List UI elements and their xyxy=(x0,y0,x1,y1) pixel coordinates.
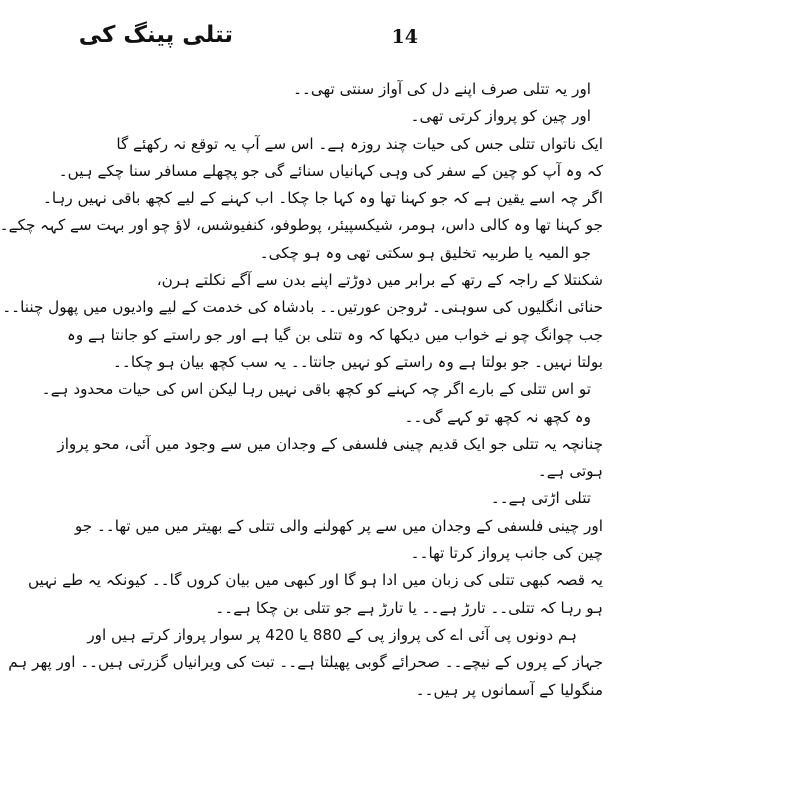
page-number: 14 xyxy=(391,26,418,48)
running-title: تتلی پینگ کی xyxy=(78,22,233,48)
text-line: چنانچہ یہ تتلی جو ایک قدیم چینی فلسفی کے وجدان میں سے وجود میں آئی، محو پرواز xyxy=(57,434,603,453)
text-line: جو المیہ یا طربیہ تخلیق ہو سکتی تھی وہ ہو چکی۔ xyxy=(259,243,591,262)
text-line: جو کہنا تھا وہ کالی داس، ہومر، شیکسپیئر، پوطوفو، کنفیوشس، لاؤ چو اور بہت سے کہہ چکے۔ xyxy=(0,216,603,235)
text-line: کہ وہ آپ کو چین کے سفر کی وہی کہانیاں سنائے گی جو پچھلے مسافر سنا چکے ہیں۔ xyxy=(58,161,603,180)
text-line: حنائی انگلیوں کی سوہنی۔ ٹروجن عورتیں۔۔ بادشاہ کی خدمت کے لیے وادیوں میں پھول چننا۔۔ xyxy=(2,298,603,317)
text-line: ایک ناتواں تتلی جس کی حیات چند روزہ ہے۔ اس سے آپ یہ توقع نہ رکھئے گا xyxy=(116,134,603,153)
text-line: شکنتلا کے راجہ کے رتھ کے برابر میں دوڑتے اپنے بدن سے آگے نکلتے ہرن، xyxy=(156,271,603,290)
text-line: اور چین کو پرواز کرتی تھی۔ xyxy=(410,107,591,126)
text-line: وہ کچھ نہ کچھ تو کہے گی۔۔ xyxy=(404,407,591,426)
text-line: ہم دونوں پی آئی اے کی پرواز پی کے 880 یا 420 پر سوار پرواز کرتے ہیں اور xyxy=(87,625,577,644)
text-line: ہو رہا کہ تتلی۔۔ تارڑ ہے۔۔ یا تارڑ ہے جو تتلی بن چکا ہے۔۔ xyxy=(215,598,603,617)
text-line: تتلی اڑتی ہے۔۔ xyxy=(490,489,591,508)
text-line: منگولیا کے آسمانوں پر ہیں۔۔ xyxy=(415,680,603,699)
text-line: اگر چہ اسے یقین ہے کہ جو کہنا تھا وہ کہا جا چکا۔ اب کہنے کے لیے کچھ باقی نہیں رہا۔ xyxy=(42,189,603,208)
text-line: تو اس تتلی کے بارے اگر چہ کہنے کو کچھ باقی نہیں رہا لیکن اس کی حیات محدود ہے۔ xyxy=(41,380,591,399)
text-line: جب چوانگ چو نے خواب میں دیکھا کہ وہ تتلی بن گیا ہے اور جو راستے کو جانتا ہے وہ xyxy=(66,325,603,344)
text-line: بولتا نہیں۔ جو بولتا ہے وہ راستے کو نہیں جانتا۔۔ یہ سب کچھ بیان ہو چکا۔۔ xyxy=(113,352,603,371)
text-line: یہ قصہ کبھی تتلی کی زبان میں ادا ہو گا اور کبھی میں بیان کروں گا۔۔ کیونکہ یہ طے نہیں xyxy=(27,571,603,590)
page-header xyxy=(78,22,653,62)
text-line: چین کی جانب پرواز کرتا تھا۔۔ xyxy=(410,544,603,563)
text-line: اور چینی فلسفی کے وجدان میں سے پر کھولنے والی تتلی کے بھیتر میں میں تھا۔۔ جو xyxy=(74,516,603,535)
text-line: جہاز کے پروں کے نیچے۔۔ صحرائے گوبی پھیلتا ہے۔۔ تبت کی ویرانیاں گزرتی ہیں۔۔ اور پھر ہم xyxy=(8,653,603,672)
text-line: اور یہ تتلی صرف اپنے دل کی آواز سنتی تھی۔۔ xyxy=(293,80,591,98)
text-line: ہوتی ہے۔ xyxy=(537,462,603,481)
body-text xyxy=(0,76,603,704)
